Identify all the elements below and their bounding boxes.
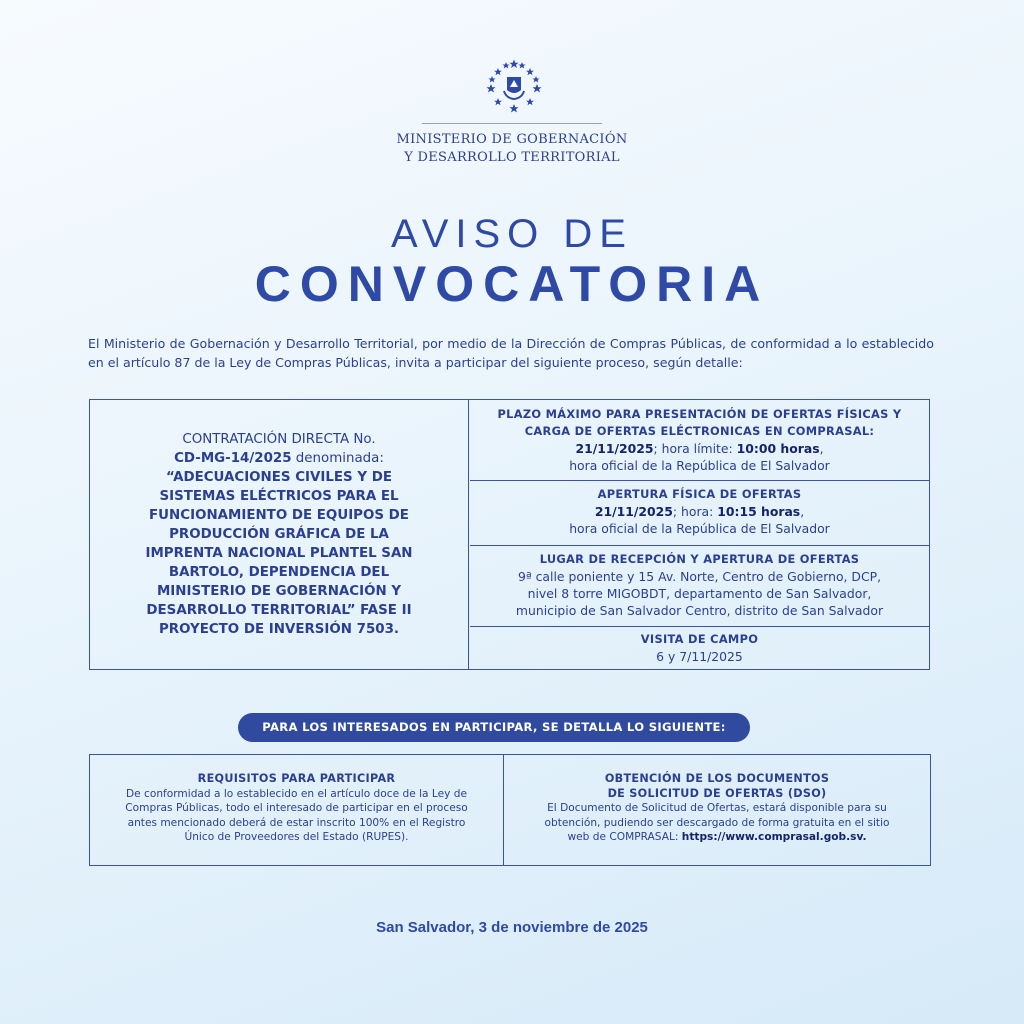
deadline-hour: 10:00 horas: [736, 441, 820, 456]
title-line-2: CONVOCATORIA: [254, 256, 770, 312]
visit-heading: VISITA DE CAMPO: [640, 632, 759, 646]
location-cell: [470, 546, 929, 627]
opening-hour-label: ; hora:: [672, 504, 718, 519]
documents-line-2: obtención, pudiendo ser descargado de forma gratuita en el sitio: [544, 816, 890, 829]
location-line-2: nivel 8 torre MIGOBDT, departamento de San Salvador,: [527, 586, 872, 601]
deadline-comma: ,: [819, 441, 824, 456]
process-details-table: [89, 399, 930, 670]
requirements-cell: [90, 755, 504, 865]
deadline-note: hora oficial de la República de El Salvador: [569, 458, 830, 473]
participation-table: [89, 754, 931, 866]
contract-cell: [90, 400, 469, 669]
opening-comma: ,: [800, 504, 805, 519]
requirements-line-3: antes mencionado deberá de estar inscrito 100% en el Registro: [127, 816, 466, 829]
location-line-1: 9ª calle poniente y 15 Av. Norte, Centro de Gobierno, DCP,: [517, 569, 882, 584]
visit-dates: 6 y 7/11/2025: [656, 649, 743, 664]
location-line-3: municipio de San Salvador Centro, distrito de San Salvador: [515, 603, 884, 618]
ministry-name-line-1: MINISTERIO DE GOBERNACIÓN: [396, 132, 628, 147]
opening-date: 21/11/2025: [594, 504, 673, 519]
documents-line-3: web de COMPRASAL:: [567, 831, 682, 843]
requirements-line-2: Compras Públicas, todo el interesado de participar en el proceso: [125, 802, 468, 814]
requirements-line-1: De conformidad a lo establecido en el artículo doce de la Ley de: [125, 787, 468, 800]
ministry-name-line-2: Y DESARROLLO TERRITORIAL: [404, 150, 620, 165]
opening-cell: [470, 481, 929, 546]
contract-code: CD-MG-14/2025: [174, 451, 292, 466]
intro-paragraph: El Ministerio de Gobernación y Desarrollo Territorial, por medio de la Dirección de Compras Públicas, de conformidad a lo establecido en el artículo 87 de la Ley de Compras Públicas, invita a participar del siguiente proceso, según detalle:: [88, 336, 934, 370]
deadline-date: 21/11/2025: [575, 441, 654, 456]
participation-banner: PARA LOS INTERESADOS EN PARTICIPAR, SE DETALLA LO SIGUIENTE:: [238, 713, 750, 742]
contract-type: CONTRATACIÓN DIRECTA No.: [182, 432, 376, 447]
opening-hour: 10:15 horas: [717, 504, 801, 519]
requirements-heading: REQUISITOS PARA PARTICIPAR: [197, 772, 396, 785]
el-salvador-coat-of-arms-icon: [486, 58, 542, 114]
location-heading: LUGAR DE RECEPCIÓN Y APERTURA DE OFERTAS: [539, 552, 860, 566]
footer-date: San Salvador, 3 de noviembre de 2025: [376, 919, 648, 936]
contract-description: [129, 430, 429, 639]
comprasal-link[interactable]: https://www.comprasal.gob.sv.: [681, 831, 867, 843]
contract-name: “ADECUACIONES CIVILES Y DE SISTEMAS ELÉCTRICOS PARA EL FUNCIONAMIENTO DE EQUIPOS DE PRODUCCIÓN GRÁFICA DE LA IMPRENTA NACIONAL PLANTEL SAN BARTOLO, DEPENDENCIA DEL MINISTERIO DE GOBERNACIÓN Y DESARROLLO TERRITORIAL” FASE II PROYECTO DE INVERSIÓN 7503.: [145, 470, 413, 637]
contract-denominated: denominada:: [295, 451, 384, 466]
documents-heading-2: DE SOLICITUD DE OFERTAS (DSO): [607, 786, 827, 800]
requirements-line-4: Único de Proveedores del Estado (RUPES).: [184, 831, 409, 843]
deadline-heading-2: CARGA DE OFERTAS ELÉCTRONICAS EN COMPRASAL:: [524, 424, 875, 438]
documents-line-1: El Documento de Solicitud de Ofertas, estará disponible para su: [547, 802, 887, 814]
deadline-cell: [470, 400, 929, 481]
documents-heading-1: OBTENCIÓN DE LOS DOCUMENTOS: [604, 772, 830, 785]
deadline-hour-label: ; hora límite:: [653, 441, 737, 456]
opening-heading: APERTURA FÍSICA DE OFERTAS: [597, 487, 802, 501]
title-line-1: AVISO DE: [391, 212, 633, 256]
header-divider: [422, 123, 602, 124]
deadline-heading-1: PLAZO MÁXIMO PARA PRESENTACIÓN DE OFERTAS FÍSICAS Y: [497, 407, 902, 421]
documents-cell: [504, 755, 930, 865]
opening-note: hora oficial de la República de El Salvador: [569, 521, 830, 536]
visit-cell: [470, 627, 929, 669]
